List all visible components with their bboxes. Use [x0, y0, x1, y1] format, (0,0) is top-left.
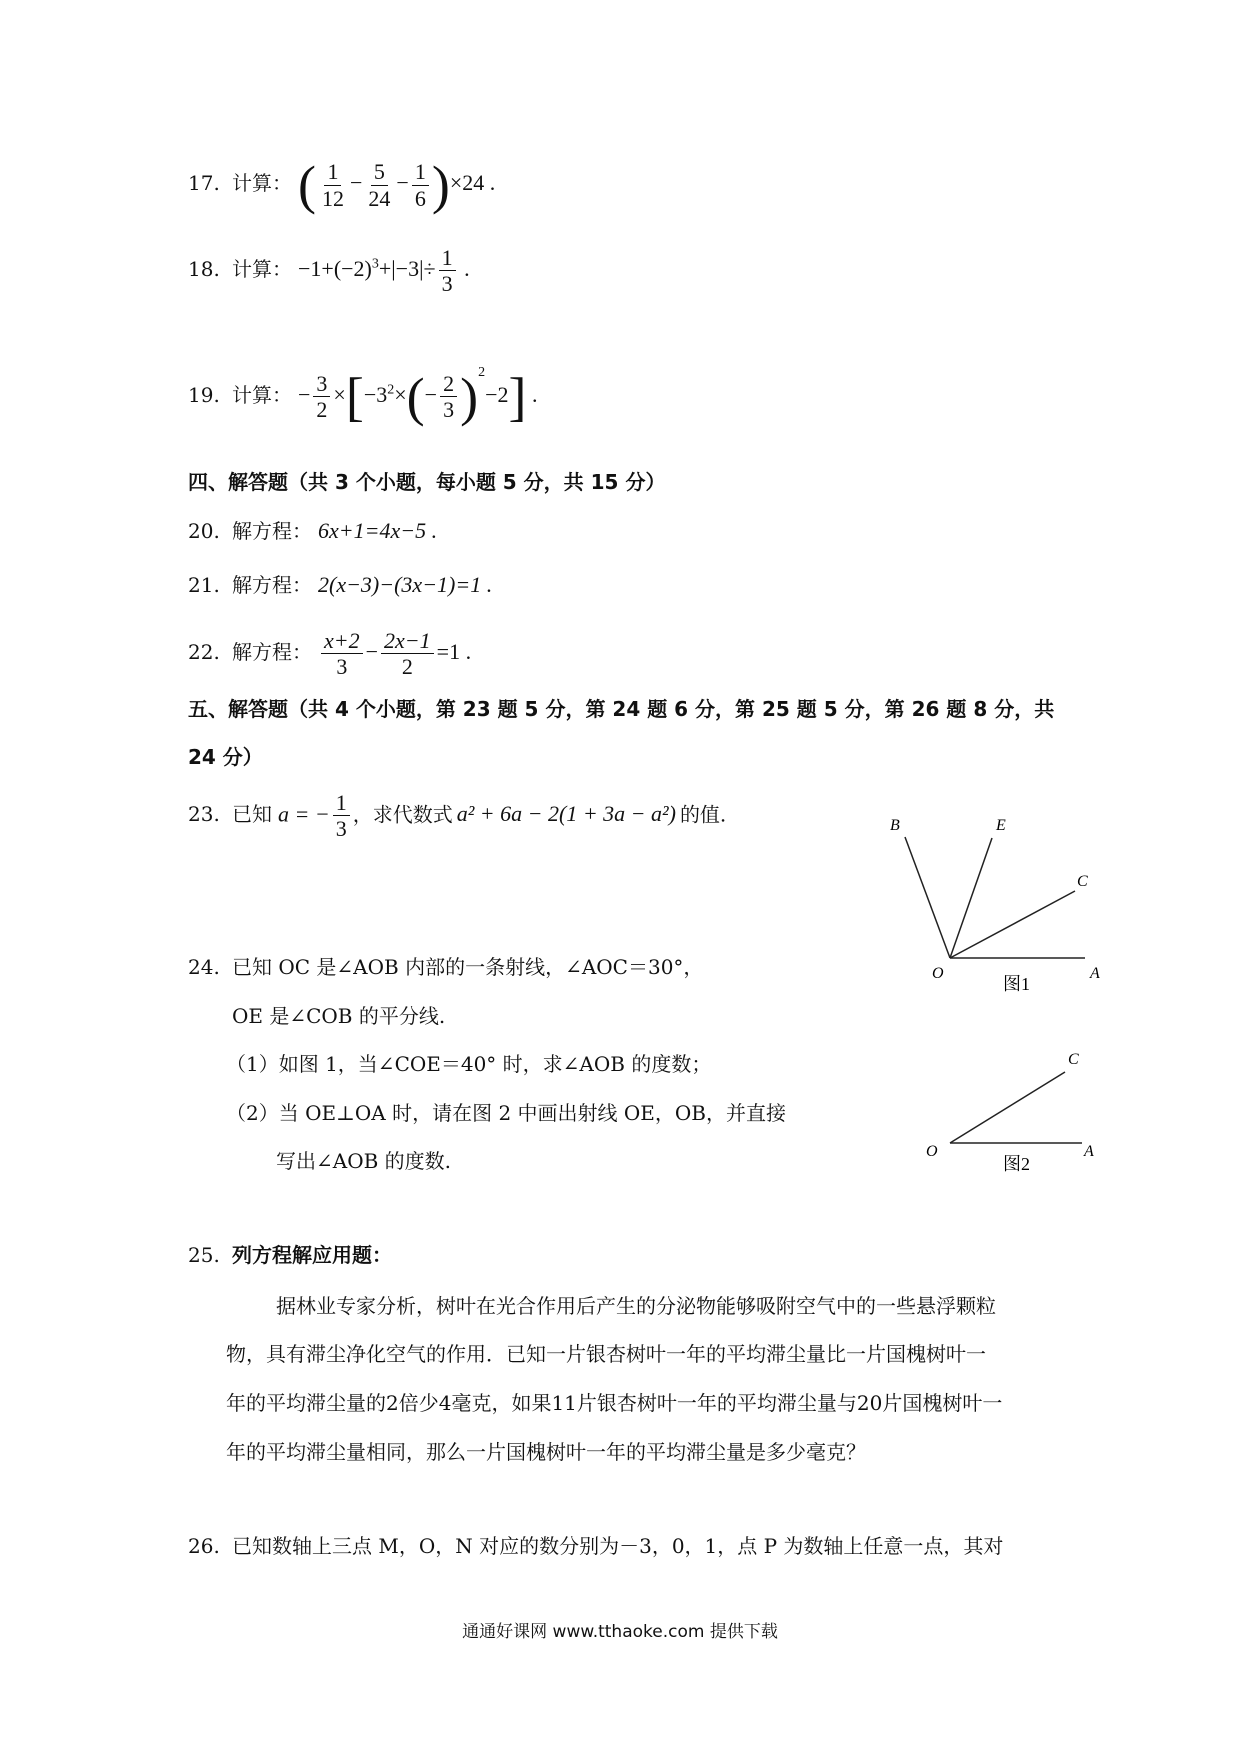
problem-number: 24.	[188, 955, 220, 979]
problem-number: 22.	[188, 639, 220, 664]
problem-label: 解方程：	[232, 519, 312, 543]
figure-2	[920, 1040, 1120, 1180]
expression-part: −3	[363, 382, 388, 407]
operator: −	[298, 382, 311, 407]
label-C: C	[1077, 873, 1088, 890]
operator: −	[396, 170, 409, 196]
numerator: x+2	[321, 628, 363, 654]
fraction	[412, 159, 429, 211]
expression-part: −1+(−2)	[298, 255, 372, 281]
problem-number: 23.	[188, 802, 220, 827]
problem-label: 计算：	[232, 171, 292, 196]
fraction	[439, 245, 456, 297]
operator: −	[424, 382, 438, 407]
label-B: B	[890, 817, 900, 834]
problem-25-line4: 年的平均滞尘量相同，那么一片国槐树叶一年的平均滞尘量是多少毫克？	[226, 1440, 866, 1464]
denominator: 3	[336, 654, 348, 680]
expression: 2(x−3)−(3x−1)=1 .	[318, 572, 493, 597]
denominator: 2	[401, 654, 413, 680]
problem-26	[188, 1534, 1003, 1558]
label-O: O	[926, 1143, 938, 1160]
problem-text: ，求代数式	[352, 802, 453, 827]
problem-25	[188, 1243, 392, 1267]
denominator: 2	[316, 397, 328, 423]
label-C: C	[1068, 1051, 1079, 1068]
problem-number: 19.	[188, 383, 220, 407]
operator: ×	[394, 382, 407, 407]
expression	[298, 245, 470, 297]
numerator: 2x−1	[381, 628, 434, 654]
problem-number: 18.	[188, 256, 220, 281]
denominator: 6	[414, 185, 426, 211]
problem-number: 25.	[188, 1243, 220, 1267]
problem-24-part2: （2）当 OE⊥OA 时，请在图 2 中画出射线 OE，OB，并直接	[226, 1101, 786, 1125]
expression-tail: ×24 .	[449, 170, 496, 196]
problem-25-line3: 年的平均滞尘量的2倍少4毫克，如果11片银杏树叶一年的平均滞尘量与20片国槐树叶一	[226, 1391, 1003, 1415]
problem-20	[188, 518, 437, 544]
denominator: 3	[443, 397, 455, 423]
expression: 6x+1=4x−5 .	[318, 518, 438, 543]
exponent: 2	[478, 365, 486, 380]
problem-19	[188, 365, 538, 427]
right-paren: )	[431, 155, 450, 215]
variable: a = −	[278, 801, 330, 827]
problem-text: 已知数轴上三点 M，O，N 对应的数分别为－3，0，1，点 P 为数轴上任意一点，其对	[232, 1534, 1004, 1558]
denominator: 24	[368, 185, 391, 211]
fraction	[381, 628, 434, 680]
fraction	[321, 628, 363, 680]
right-paren: )	[460, 366, 479, 427]
fraction	[365, 159, 393, 211]
denominator: 3	[441, 271, 453, 297]
problem-number: 17.	[188, 171, 220, 196]
figure-1	[870, 795, 1110, 995]
numerator: 1	[412, 159, 429, 185]
left-bracket: [	[345, 366, 364, 427]
problem-24-line2: OE 是∠COB 的平分线.	[232, 1004, 446, 1028]
right-bracket: ]	[508, 366, 527, 427]
operator: ×	[333, 382, 346, 407]
numerator: 2	[440, 371, 457, 397]
operator: −	[349, 170, 363, 196]
numerator: 1	[439, 245, 456, 271]
numerator: 1	[333, 790, 350, 816]
problem-label: 已知	[232, 802, 272, 827]
problem-label: 计算：	[232, 383, 292, 407]
problem-number: 26.	[188, 1534, 220, 1558]
problem-17	[188, 155, 496, 215]
expression: a² + 6a − 2(1 + 3a − a²)	[456, 801, 676, 827]
problem-24-part2-cont: 写出∠AOB 的度数.	[276, 1149, 452, 1173]
problem-22	[188, 628, 471, 680]
expression-end: .	[458, 255, 470, 281]
exponent: 2	[387, 382, 395, 398]
page-footer: 通通好课网 www.tthaoke.com 提供下载	[462, 1622, 778, 1642]
numerator: 1	[324, 159, 341, 185]
problem-18	[188, 245, 470, 297]
expression-part: +|−3|÷	[378, 255, 436, 281]
numerator: 3	[313, 371, 330, 397]
problem-24-part1: （1）如图 1，当∠COE＝40° 时，求∠AOB 的度数；	[226, 1052, 712, 1076]
expression-end: .	[526, 382, 538, 407]
denominator: 12	[321, 185, 344, 211]
problem-label: 计算：	[232, 256, 292, 281]
section-heading-5: 五、解答题（共 4 个小题，第 23 题 5 分，第 24 题 6 分，第 25 题 5 分，第 26 题 8 分，共	[188, 697, 1055, 721]
label-O: O	[932, 965, 944, 982]
problem-text: 已知 OC 是∠AOB 内部的一条射线，∠AOC＝30°，	[232, 955, 704, 979]
expression	[298, 155, 496, 215]
fraction	[319, 159, 347, 211]
figure-caption: 图2	[1003, 1154, 1030, 1174]
exponent: 3	[371, 256, 379, 272]
label-E: E	[996, 817, 1006, 834]
expression	[298, 365, 538, 427]
expression	[318, 628, 472, 680]
section-heading-4: 四、解答题（共 3 个小题，每小题 5 分，共 15 分）	[188, 470, 666, 494]
problem-text: 的值.	[679, 802, 727, 827]
fraction	[333, 790, 350, 842]
problem-25-line1: 据林业专家分析，树叶在光合作用后产生的分泌物能够吸附空气中的一些悬浮颗粒	[276, 1294, 996, 1318]
left-paren: (	[298, 155, 316, 215]
problem-label: 解方程：	[232, 639, 312, 664]
label-A: A	[1090, 965, 1100, 982]
fraction	[440, 371, 457, 423]
problem-25-line2: 物，具有滞尘净化空气的作用．已知一片银杏树叶一年的平均滞尘量比一片国槐树叶一	[226, 1342, 986, 1366]
label-A: A	[1084, 1143, 1094, 1160]
figure-caption: 图1	[1003, 974, 1030, 994]
problem-number: 21.	[188, 573, 220, 597]
problem-number: 20.	[188, 519, 220, 543]
problem-24	[188, 955, 703, 979]
left-paren: (	[406, 366, 425, 427]
fraction	[313, 371, 330, 423]
section-heading-5-cont: 24 分）	[188, 745, 263, 769]
denominator: 3	[335, 816, 347, 842]
problem-label: 解方程：	[232, 573, 312, 597]
expression-part: −2	[485, 382, 509, 407]
problem-21	[188, 572, 492, 598]
problem-23	[188, 790, 726, 842]
problem-title: 列方程解应用题：	[232, 1243, 392, 1267]
numerator: 5	[371, 159, 388, 185]
operator: −	[365, 638, 379, 664]
expression-tail: =1 .	[436, 638, 472, 664]
